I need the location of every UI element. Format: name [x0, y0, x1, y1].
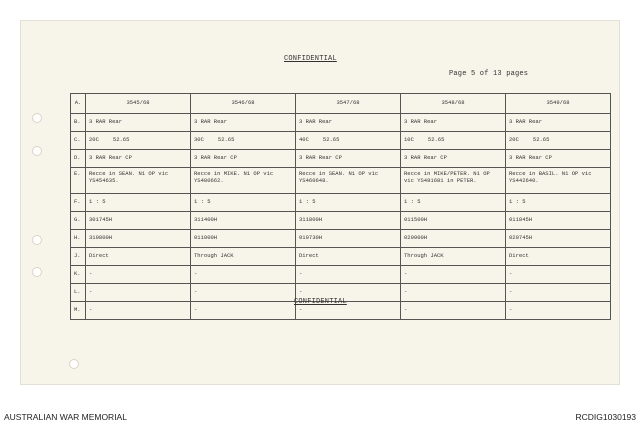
cell-value-code: 10C	[404, 136, 414, 144]
column-header: 3547/68	[296, 94, 401, 114]
row-label: C.	[71, 132, 86, 150]
table-cell: Through JACK	[191, 248, 296, 266]
table-cell: 311800H	[296, 212, 401, 230]
table-cell: Direct	[86, 248, 191, 266]
table-cell: 3 RAR Rear CP	[296, 150, 401, 168]
table-cell: 1 : 5	[506, 194, 611, 212]
row-label: B.	[71, 114, 86, 132]
table-cell: 3 RAR Rear CP	[191, 150, 296, 168]
column-header: 3549/68	[506, 94, 611, 114]
table-cell: 020745H	[506, 230, 611, 248]
table-cell: 3 RAR Rear CP	[401, 150, 506, 168]
table-cell: 3 RAR Rear CP	[506, 150, 611, 168]
classification-bottom: CONFIDENTIAL	[294, 298, 347, 306]
row-label: H.	[71, 230, 86, 248]
table-cell: Recce in SEAN. N1 OP vic YS454635.	[86, 168, 191, 194]
table-cell: -	[506, 266, 611, 284]
cell-value-code: 40C	[299, 136, 309, 144]
table-cell: -	[86, 266, 191, 284]
table-cell	[191, 132, 296, 150]
table-cell: -	[191, 266, 296, 284]
row-label: A.	[71, 94, 86, 114]
row-label: D.	[71, 150, 86, 168]
table-cell: -	[86, 302, 191, 320]
table-cell: 3 RAR Rear	[506, 114, 611, 132]
page-indicator: Page 5 of 13 pages	[449, 70, 529, 78]
cell-value-number: 52.65	[532, 136, 550, 144]
cell-value-number: 52.65	[322, 136, 340, 144]
column-header: 3548/68	[401, 94, 506, 114]
table-cell: -	[86, 284, 191, 302]
table-row	[71, 94, 611, 114]
cell-value-number: 52.65	[217, 136, 235, 144]
table-cell: Direct	[296, 248, 401, 266]
table-cell: Direct	[506, 248, 611, 266]
table-cell: 3 RAR Rear CP	[86, 150, 191, 168]
table-cell: 3 RAR Rear	[296, 114, 401, 132]
table-cell: -	[296, 284, 401, 302]
table-cell: -	[191, 284, 296, 302]
table-cell: 020900H	[401, 230, 506, 248]
table-cell: 011845H	[506, 212, 611, 230]
row-label: M.	[71, 302, 86, 320]
table-cell: 1 : 5	[86, 194, 191, 212]
row-label: E.	[71, 168, 86, 194]
table-row	[71, 150, 611, 168]
row-label: F.	[71, 194, 86, 212]
table-cell: -	[296, 302, 401, 320]
table-row	[71, 266, 611, 284]
table-cell: -	[401, 266, 506, 284]
table-row	[71, 114, 611, 132]
table-cell: Recce in BASIL. N1 OP vic YS442640.	[506, 168, 611, 194]
table-cell: -	[401, 284, 506, 302]
footer-reference: RCDIG1030193	[575, 412, 636, 422]
table-cell: 011000H	[191, 230, 296, 248]
table-cell: 3 RAR Rear	[401, 114, 506, 132]
cell-value-code: 30C	[194, 136, 204, 144]
row-label: G.	[71, 212, 86, 230]
punch-hole	[32, 146, 42, 156]
punch-hole	[32, 267, 42, 277]
table-cell: 3 RAR Rear	[191, 114, 296, 132]
table-cell: -	[506, 302, 611, 320]
table-row	[71, 168, 611, 194]
table-row	[71, 248, 611, 266]
row-label: K.	[71, 266, 86, 284]
punch-hole	[32, 113, 42, 123]
table-row	[71, 230, 611, 248]
table-cell: -	[401, 302, 506, 320]
table-cell: Recce in MIKE/PETER. N1 OP vic YS481681 in PETER.	[401, 168, 506, 194]
column-header: 3545/68	[86, 94, 191, 114]
footer-source: AUSTRALIAN WAR MEMORIAL	[4, 412, 127, 422]
column-header: 3546/68	[191, 94, 296, 114]
table-cell: 1 : 5	[191, 194, 296, 212]
document-page	[20, 20, 620, 385]
cell-value-code: 20C	[509, 136, 519, 144]
table-cell	[506, 132, 611, 150]
table-cell: 011500H	[401, 212, 506, 230]
table-cell: 1 : 5	[401, 194, 506, 212]
classification-top: CONFIDENTIAL	[284, 55, 337, 63]
cell-value-number: 52.65	[112, 136, 130, 144]
record-table-body	[71, 94, 611, 320]
table-cell: Recce in MIKE. N1 OP vic YS480662.	[191, 168, 296, 194]
table-cell: 3 RAR Rear	[86, 114, 191, 132]
table-cell	[401, 132, 506, 150]
table-row	[71, 194, 611, 212]
punch-hole	[69, 359, 79, 369]
table-cell: 1 : 5	[296, 194, 401, 212]
table-row	[71, 212, 611, 230]
table-cell: 310800H	[86, 230, 191, 248]
table-cell: 311400H	[191, 212, 296, 230]
table-cell	[86, 132, 191, 150]
punch-hole	[32, 235, 42, 245]
table-cell: Recce in SEAN. N1 OP vic YS460648.	[296, 168, 401, 194]
row-label: L.	[71, 284, 86, 302]
table-cell: 301745H	[86, 212, 191, 230]
table-cell	[296, 132, 401, 150]
table-cell: Through JACK	[401, 248, 506, 266]
row-label: J.	[71, 248, 86, 266]
table-cell: 010730H	[296, 230, 401, 248]
table-cell: -	[191, 302, 296, 320]
cell-value-number: 52.65	[427, 136, 445, 144]
record-table	[70, 93, 611, 320]
cell-value-code: 20C	[89, 136, 99, 144]
table-cell: -	[296, 266, 401, 284]
table-row	[71, 132, 611, 150]
table-cell: -	[506, 284, 611, 302]
